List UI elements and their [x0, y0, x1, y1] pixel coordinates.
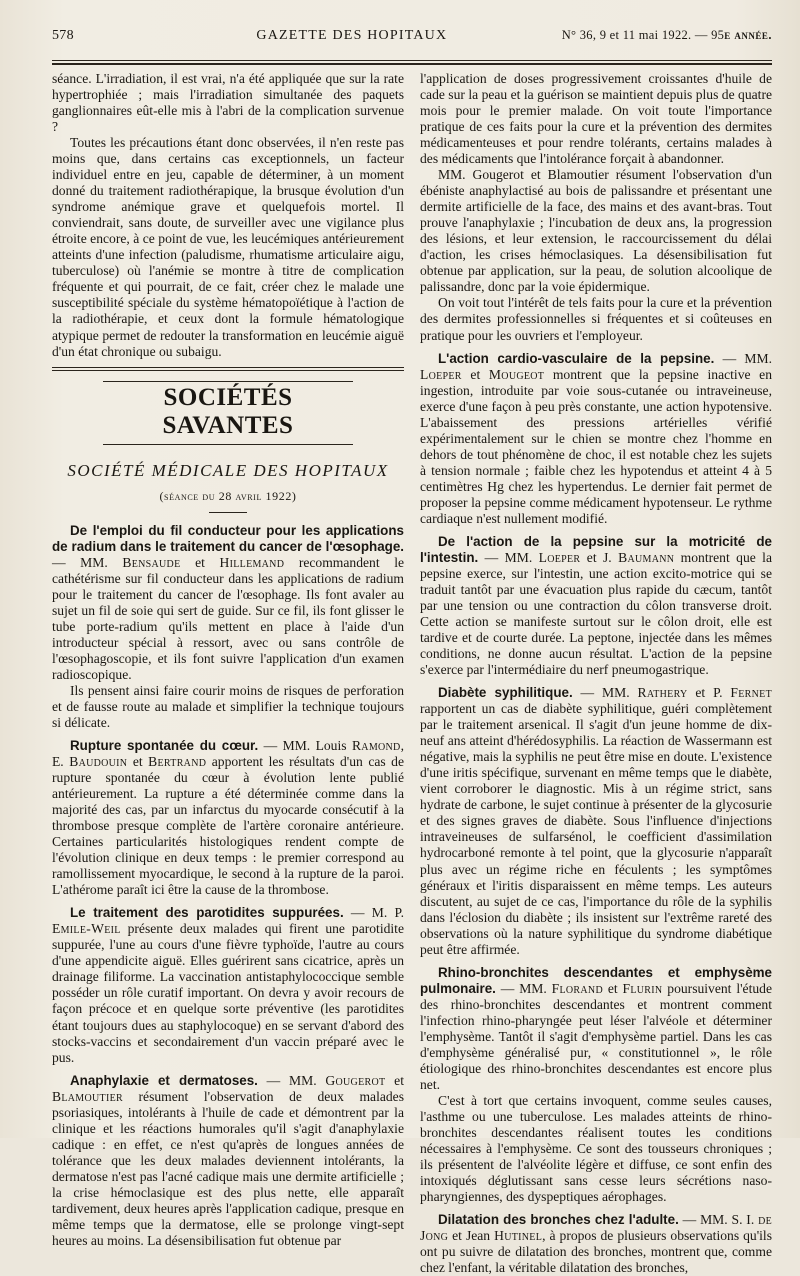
article-body: , à propos de plusieurs observations qu'ils ont pu suivre de dilatation des bronches, montrent que, comme chez l'enfant, la véritable dilatation des bronches, [420, 1228, 772, 1276]
page-number: 578 [52, 28, 74, 43]
article-title: L'action cardio-vasculaire de la pepsine. [438, 350, 715, 366]
author: Hutinel [494, 1228, 543, 1244]
article-pepsin-cardio: L'action cardio-vasculaire de la pepsine. — MM. Loeper et Mougeot montrent que la pepsine inactive en ingestion, introduite par voie sous-cutanée ou intraveineuse, exerce d'une façon à peu près constante, une action hypotensive. L'abaissement des pressions artérielles vérifié expérimentalement sur le chien se montre chez l'homme en dehors de tout phénomène de choc, il est notable chez les sujets à tension normale ; faible chez les hypotendus et atteint 4 à 5 centimètres Hg chez les hypertendus. Le dernier fait permet de proposer la pepsine comme médicament hypotenseur. Le rythme cardiaque n'est nullement modifié. [420, 350, 773, 526]
article-title: Rhino-bronchites descendantes et emphysème pulmonaire. [420, 964, 772, 996]
paragraph: Toutes les précautions étant donc observées, il n'en reste pas moins que, dans certains cas exceptionnels, un facteur individuel entre en jeu, capable de déterminer, à un moment donné du traitement radiothérapique, la brusque évolution d'un syndrome anémique grave et quelquefois mortel. Il conviendrait, sans doute, de surveiller avec une vigilance plus étroite encore, à ce point de vue, les leucémiques antérieurement atteints d'une infection (paludisme, rhumatisme articulaire aigu, tuberculose) où l'anémie se montre à titre de complication fréquente et qui pourrait, de ce fait, créer chez le malade une susceptibilité spéciale du système hématopoïétique à l'action de la radiothérapie, et ceux dont la formule hématologique atypique permet de redouter la transformation en leucémie aiguë d'un état chronique ou subaigu. [52, 135, 404, 359]
author: Bertrand [148, 754, 207, 769]
double-rule [52, 367, 404, 371]
author: Loeper [538, 549, 581, 565]
article-body: présente deux malades qui firent une parotidite suppurée, l'une au cours d'une fièvre typhoïde, l'autre au cours d'une appendicite aiguë. Elles guérirent sans cicatrice, après un drainage filiforme. La vaccination antistaphylococcique semble posséder un rôle curatif important. On devra y avoir recours de façon précoce et en quelque sorte préventive (les parotidites étant toujours dues au staphylocoque) en se servant d'abord des stocks-vaccins et secondairement d'un vaccin préparé avec le pus. [52, 921, 404, 1065]
article-pepsin-intestine: De l'action de la pepsine sur la motricité de l'intestin. — MM. Loeper et J. Baumann montrent que la pepsine exerce, sur l'intestin, une action excito-motrice qui se traduit tantôt par une évacuation plus rapide du cæcum, tantôt par une tension ou une contraction du côlon transverse droit. Cette action se manifeste surtout sur le côlon droit, elle est tardive et de courte durée. La peptone, injectée dans les mêmes conditions, ne donne aucun résultat. L'action de la pepsine s'exerce par l'intermédiaire du nerf pneumogastrique. [420, 533, 772, 678]
article-title: Anaphylaxie et dermatoses. [70, 1072, 258, 1088]
article-title: Le traitement des parotidites suppurées. [70, 905, 344, 921]
author: Emile-Weil [52, 921, 121, 937]
article-body: apportent les résultats d'un cas de rupture spontanée du cœur à évolution lente publié antérieurement. La rupture a été déterminée comme dans la majorité des cas, par un infarctus du myocarde consécutif à la thrombose presque complète de l'artère coronaire antérieure. Certaines particularités histologiques rendent compte de l'évolution clinique en deux temps : le premier correspond au ramollissement myocardique, le second à la rupture de la paroi. L'athérome paraît ici être la cause de la thrombose. [52, 754, 404, 898]
article-bronchiectasis: Dilatation des bronches chez l'adulte. — MM. S. I. de Jong et Jean Hutinel, à propos de plusieurs observations qu'ils ont pu suivre de dilatation des bronches, montrent que, comme chez l'enfant, la véritable dilatation des bronches, [420, 1212, 773, 1276]
columns [52, 71, 773, 1276]
author: Florand [551, 980, 603, 996]
article-anaphylaxis: Anaphylaxie et dermatoses. — MM. Gougerot et Blamoutier résument l'observation de deux malades psoriasiques, intolérants à l'huile de cade et démontrent par la clinique et les réactions humorales qu'il s'agit d'anaphylaxie cadique : en effet, ce n'est qu'après de longues années de tolérance que les deux malades deviennent intolérants, la dermatose n'est pas l'acné cadique mais une dermite artificielle ; la crise hémoclasique est des plus nette, elle apparaît tardivement, deux heures après l'application cadique, presque en même temps que la dermatose, elle se prolonge vingt-sept heures au moins. La désensibilisation fut obtenue par [52, 1072, 404, 1248]
short-divider [209, 512, 247, 513]
article-title: Dilatation des bronches chez l'adulte. [438, 1212, 679, 1228]
article-body: montrent que la pepsine exerce, sur l'intestin, une action excito-motrice qui se traduit tantôt par une évacuation plus rapide du cæcum, tantôt par une tension ou une contraction du côlon transverse droit. Cette action se manifeste surtout sur le côlon droit, elle est tardive et de courte durée. La peptone, injectée dans les mêmes conditions, ne donne aucun résultat. L'action de la pepsine s'exerce par l'intermédiaire du nerf pneumogastrique. [420, 549, 772, 678]
author: Mougeot [488, 366, 545, 382]
article-body: rapportent un cas de diabète syphilitique, guéri complètement par le traitement arsenical. Il s'agit d'un jeune homme de dix-neuf ans atteint d'hérédosyphilis. La réaction de Wassermann est négative, mais la syphilis ne peut être mise en doute. L'existence d'une iritis spécifique, survenant en même temps que le diabète, vient corroborer le diagnostic. Mis à un régime strict, sans hydrate de carbone, le sujet continue à présenter de la glycosurie et des signes graves de diabète. Sous l'influence d'injections intraveineuses de sulfarsénol, le coefficient d'assimilation hydrocarboné remonte à tel point, que la glycosurie n'apparaît plus avec un régime riche en féculents ; les symptômes généraux et l'iritis disparaissent en même temps. Les auteurs discutent, au sujet de ce cas, l'importance du rôle de la syphilis dans l'éclosion du diabète ; ils insistent sur l'extrême rareté des observations où la nature syphilitique du syndrome diabétique peut être affirmée. [420, 701, 772, 957]
author: Blamoutier [52, 1088, 123, 1104]
article-parotitis: Le traitement des parotidites suppurées. — M. P. Emile-Weil présente deux malades qui firent une parotidite suppurée, l'une au cours d'une fièvre typhoïde, l'autre au cours d'une appendicite aiguë. Elles guérirent sans cicatrice, après un drainage filiforme. La vaccination antistaphylococcique semble posséder un rôle curatif important. On devra y avoir recours de façon précoce et en quelque sorte préventive (les parotidites étant toujours dues au staphylocoque) en se servant d'abord des stocks-vaccins et secondairement d'un vaccin préparé avec le pus. [52, 905, 404, 1065]
article-heart-rupture: Rupture spontanée du cœur. — MM. Louis Ramond, E. Baudouin et Bertrand apportent les résultats d'un cas de rupture spontanée du cœur à évolution lente publié antérieurement. La rupture a été déterminée comme dans la majorité des cas, par un infarctus du myocarde consécutif à la thrombose presque complète de l'artère coronaire antérieure. Certaines particularités histologiques rendent compte de l'évolution clinique en deux temps : le premier correspond au ramollissement myocardique, le second à la rupture de la paroi. L'athérome paraît ici être la cause de la thrombose. [52, 737, 404, 898]
header-rule-thick [52, 63, 772, 65]
issue-info [562, 28, 772, 43]
paragraph: séance. L'irradiation, il est vrai, n'a été appliquée que sur la rate hypertrophiée ; mais l'irradiation simultanée des paquets ganglionnaires eût-elle mis à l'abri de la complication survenue ? [52, 71, 404, 135]
article-body: montrent que la pepsine inactive en ingestion, introduite par voie sous-cutanée ou intraveineuse, exerce d'une façon à peu près constante, une action hypotensive. L'abaissement des pressions artérielles vérifié expérimentalement sur le chien se montre chez l'homme en dehors de tout phénomène de choc, il est notable chez les sujets à tension normale ; faible chez les hypotendus et atteint 4 à 5 centimètres Hg chez les hypertendus. Le dernier fait permet de proposer la pepsine comme médicament hypotenseur. Le rythme cardiaque n'est nullement modifié. [420, 366, 773, 526]
author: Bensaude [122, 554, 181, 570]
author: Gougerot [325, 1072, 386, 1088]
article-title: Diabète syphilitique. [438, 685, 573, 701]
society-title: SOCIÉTÉ MÉDICALE DES HOPITAUX [67, 460, 389, 480]
paragraph: MM. Gougerot et Blamoutier résument l'observation d'un ébéniste anaphylactisé au bois de palissandre et présentant une dermite artificielle de la face, des mains et des avant-bras. Tout prouve l'anaphylaxie ; l'incubation de deux ans, la progression des lésions, et leur extension, le raccourcissement du délai d'action, les crises hémoclasiques. La désensibilisation fut obtenue par application, sur la peau, de solution alcoolique de palissandre, donc par la voie épidermique. [420, 167, 772, 295]
issue-year-suffix: e année. [724, 28, 772, 42]
paragraph: Ils pensent ainsi faire courir moins de risques de perforation et de fausse route au malade et simplifier la technique toujours si délicate. [52, 682, 404, 730]
author: Loeper [420, 366, 462, 382]
author: Fernet [730, 685, 772, 701]
article-title: De l'emploi du fil conducteur pour les applications de radium dans le traitement du cancer de l'œsophage. [52, 522, 404, 554]
author: Baudouin [69, 754, 128, 769]
paragraph: On voit tout l'intérêt de tels faits pour la cure et la prévention des dermites professionnelles si fréquentes et si coûteuses en pratique pour les ouvriers et l'employeur. [420, 295, 772, 343]
article-title: De l'action de la pepsine sur la motricité de l'intestin. [420, 533, 772, 565]
author: Baumann [618, 549, 675, 565]
paragraph: l'application de doses progressivement croissantes d'huile de cade sur la peau et la guérison se maintient depuis plus de quatre mois pour le premier malade. On voit toute l'importance pratique de ces faits pour la cure et la prévention des dermites médicamenteuses et pour rendre tolérants, certains malades à des médicaments que l'intolérance forçait à abandonner. [420, 71, 772, 167]
article-radium-esophagus: De l'emploi du fil conducteur pour les applications de radium dans le traitement du cancer de l'œsophage. — MM. Bensaude et Hillemand recommandent le cathétérisme sur fil conducteur dans les applications de radium pour le traitement du cancer de l'œsophage. Ils font avaler au sujet un fil de soie qui sert de guide. Sur ce fil, ils font glisser le tube porte-radium qu'ils mettent en place à l'aide d'un introducteur spécial à ressort, avec ou sans contrôle de l'œsophagoscopie, et ils font suivre l'application d'un examen radioscopique. Ils pensent ainsi faire courir moins de risques de perforation et de fausse route au malade et simplifier la technique toujours si délicate. [52, 522, 404, 730]
journal-title: GAZETTE DES HOPITAUX [256, 28, 448, 43]
author: Rathery [637, 685, 688, 701]
paragraph: C'est à tort que certains invoquent, comme seules causes, l'asthme ou une tuberculose. Les malades atteints de rhino-bronchites descendantes réalisent toutes les conditions nécessaires à l'emphysème. Ce sont des tousseurs chroniques ; ils présentent de l'alvéolite légère et diffuse, ce sont enfin des intoxiqués déglutissant sans cesse leurs sécrétions naso-pharyngiennes, des dyspeptiques aérophages. [420, 1092, 772, 1205]
issue-date: N° 36, 9 et 11 mai 1922. — 95 [561, 28, 725, 42]
header-rule [52, 60, 772, 61]
author: Ramond [351, 737, 401, 753]
author: de Jong [420, 1212, 773, 1244]
session-date: (séance du 28 avril 1922) [159, 488, 297, 503]
article-body: résument l'observation de deux malades psoriasiques, intolérants à l'huile de cade et démontrent par la clinique et les réactions humorales qu'il s'agit d'anaphylaxie cadique : en effet, ce n'est qu'après de longues années de tolérance que les deux malades deviennent intolérants, la dermatose n'est pas l'acné cadique mais une dermite artificielle ; la crise hémoclasique est des plus nette, elle apparaît tardivement, deux heures après l'application cadique, presque en même temps que la dermatose, elle se prolonge vingt-sept heures au moins. La désensibilisation fut obtenue par [52, 1088, 404, 1248]
section-heading: SOCIÉTÉS SAVANTES [103, 381, 353, 445]
author: Flurin [622, 980, 663, 996]
article-body: recommandent le cathétérisme sur fil conducteur dans les applications de radium pour le traitement du cancer de l'œsophage. Ils font avaler au sujet un fil de soie qui sert de guide. Sur ce fil, ils font glisser le tube porte-radium qu'ils mettent en place à l'aide d'un introducteur spécial à ressort, avec ou sans contrôle de l'œsophagoscopie, et ils font suivre l'application d'un examen radioscopique. [52, 554, 404, 682]
left-column [52, 71, 404, 1248]
article-title: Rupture spontanée du cœur. [70, 737, 259, 753]
author: Hillemand [219, 554, 285, 570]
article-rhino-bronchitis: Rhino-bronchites descendantes et emphysème pulmonaire. — MM. Florand et Flurin poursuivent l'étude des rhino-bronchites descendantes et montrent comment l'infection rhino-pharyngée peut léser l'alvéole et déterminer l'emphysème. Tantôt il s'agit d'emphysème partiel. Dans les cas d'emphysème généralisé pur, « constitutionnel », le rôle étiologique des rhino-bronchites descendantes est encore plus net. C'est à tort que certains invoquent, comme seules causes, l'asthme ou une tuberculose. Les malades atteints de rhino-bronchites descendantes réalisent toutes les conditions nécessaires à l'emphysème. Ce sont des tousseurs chroniques ; ils présentent de l'alvéolite légère et diffuse, ce sont enfin des intoxiqués déglutissant sans cesse leurs sécrétions naso-pharyngiennes, des dyspeptiques aérophages. [420, 964, 772, 1205]
running-header [52, 0, 772, 56]
article-body: poursuivent l'étude des rhino-bronchites descendantes et montrent comment l'infection rhino-pharyngée peut léser l'alvéole et déterminer l'emphysème. Tantôt il s'agit d'emphysème partiel. Dans les cas d'emphysème généralisé pur, « constitutionnel », le rôle étiologique des rhino-bronchites descendantes est encore plus net. [420, 980, 772, 1092]
article-syphilitic-diabetes: Diabète syphilitique. — MM. Rathery et P. Fernet rapportent un cas de diabète syphilitique, guéri complètement par le traitement arsenical. Il s'agit d'un jeune homme de dix-neuf ans atteint d'hérédosyphilis. La réaction de Wassermann est négative, mais la syphilis ne peut être mise en doute. L'existence d'une iritis spécifique, survenant en même temps que le diabète, vient corroborer le diagnostic. Mis à un régime strict, sans hydrate de carbone, le sujet continue à présenter de la glycosurie et des signes graves de diabète. Sous l'influence d'injections intraveineuses de sulfarsénol, le coefficient d'assimilation hydrocarboné remonte à tel point, que la glycosurie n'apparaît plus avec un régime riche en féculents ; les symptômes généraux et l'iritis disparaissent en même temps. Les auteurs discutent, au sujet de ce cas, l'importance du rôle de la syphilis dans l'éclosion du diabète ; ils insistent sur l'extrême rareté des observations où la nature syphilitique du syndrome diabétique peut être affirmée. [420, 685, 772, 957]
right-column [420, 71, 773, 1276]
